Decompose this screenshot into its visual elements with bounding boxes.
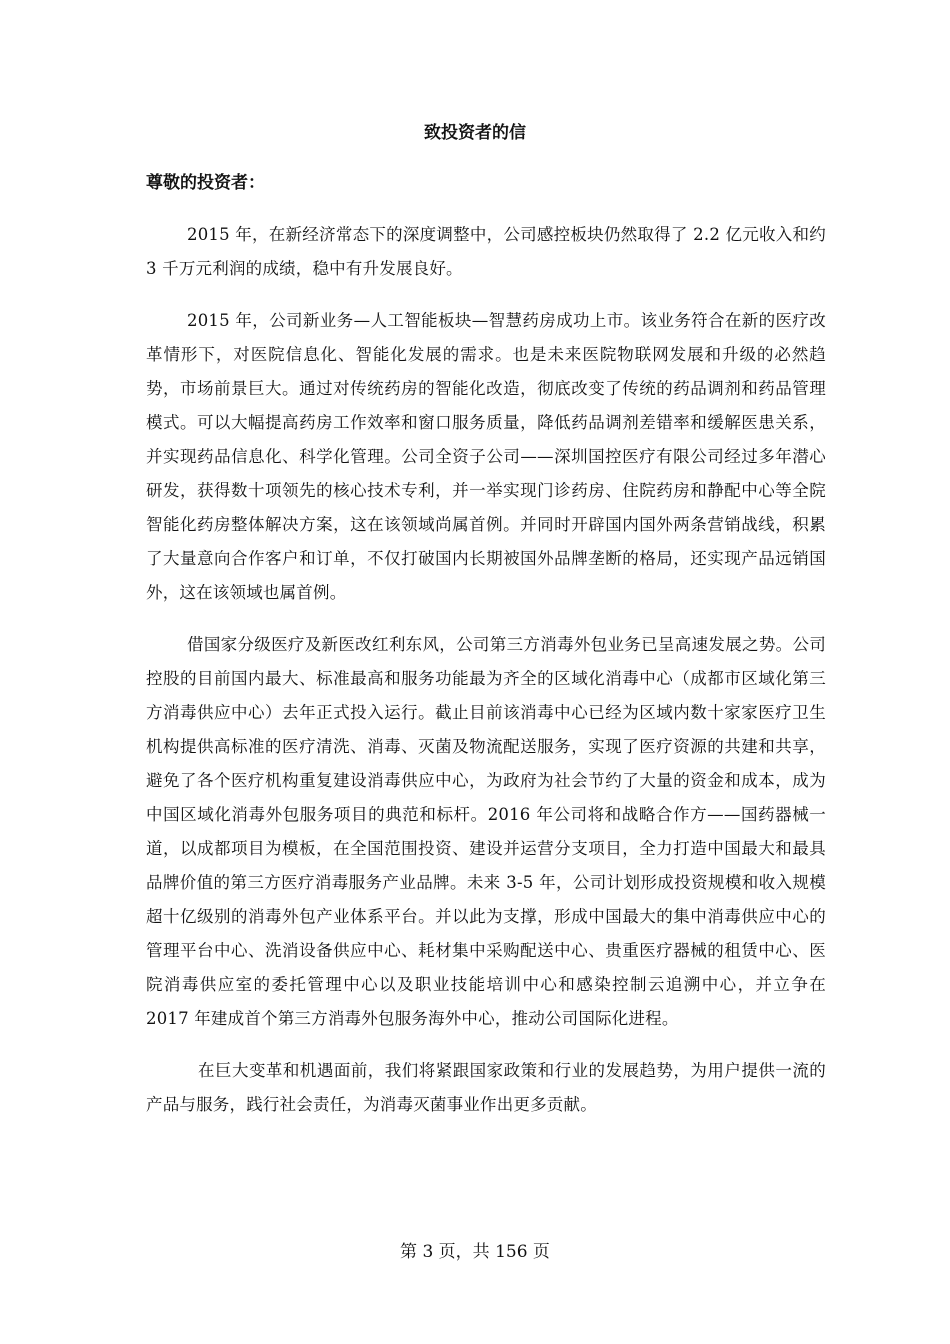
paragraph-disinfection-outsourcing: 借国家分级医疗及新医改红利东风，公司第三方消毒外包业务已呈高速发展之势。公司控股的目前国内最大、标准最高和服务功能最为齐全的区域化消毒中心（成都市区域化第三方消毒供应中心）去年正式投入运行。截止目前该消毒中心已经为区域内数十家家医疗卫生机构提供高标准的医疗清洗、消毒、灭菌及物流配送服务，实现了医疗资源的共建和共享，避免了各个医疗机构重复建设消毒供应中心，为政府为社会节约了大量的资金和成本，成为中国区域化消毒外包服务项目的典范和标杆。2016 年公司将和战略合作方——国药器械一道，以成都项目为模板，在全国范围投资、建设并运营分支项目，全力打造中国最大和最具品牌价值的第三方医疗消毒服务产业品牌。未来 3-5 年，公司计划形成投资规模和收入规模超十亿级别的消毒外包产业体系平台。并以此为支撑，形成中国最大的集中消毒供应中心的管理平台中心、洗消设备供应中心、耗材集中采购配送中心、贵重医疗器械的租赁中心、医院消毒供应室的委托管理中心以及职业技能培训中心和感染控制云追溯中心，并立争在 2017 年建成首个第三方消毒外包服务海外中心，推动公司国际化进程。 xyxy=(146,635,826,1028)
paragraph-closing: 在巨大变革和机遇面前，我们将紧跟国家政策和行业的发展趋势，为用户提供一流的产品与服务，践行社会责任，为消毒灭菌事业作出更多贡献。 xyxy=(146,1061,826,1114)
letter-title: 致投资者的信 xyxy=(424,123,526,143)
page-number: 第 3 页，共 156 页 xyxy=(400,1242,550,1262)
paragraph-revenue: 2015 年，在新经济常态下的深度调整中，公司感控板块仍然取得了 2.2 亿元收入和约 3 千万元利润的成绩，稳中有升发展良好。 xyxy=(146,225,826,278)
paragraph-smart-pharmacy: 2015 年，公司新业务—人工智能板块—智慧药房成功上市。该业务符合在新的医疗改革情形下，对医院信息化、智能化发展的需求。也是未来医院物联网发展和升级的必然趋势，市场前景巨大。通过对传统药房的智能化改造，彻底改变了传统的药品调剂和药品管理模式。可以大幅提高药房工作效率和窗口服务质量，降低药品调剂差错率和缓解医患关系，并实现药品信息化、科学化管理。公司全资子公司——深圳国控医疗有限公司经过多年潜心研发，获得数十项领先的核心技术专利，并一举实现门诊药房、住院药房和静配中心等全院智能化药房整体解决方案，这在该领域尚属首例。并同时开辟国内国外两条营销战线，积累了大量意向合作客户和订单，不仅打破国内长期被国外品牌垄断的格局，还实现产品远销国外，这在该领域也属首例。 xyxy=(146,311,826,602)
letter-body xyxy=(146,218,826,1140)
salutation: 尊敬的投资者： xyxy=(146,173,265,193)
